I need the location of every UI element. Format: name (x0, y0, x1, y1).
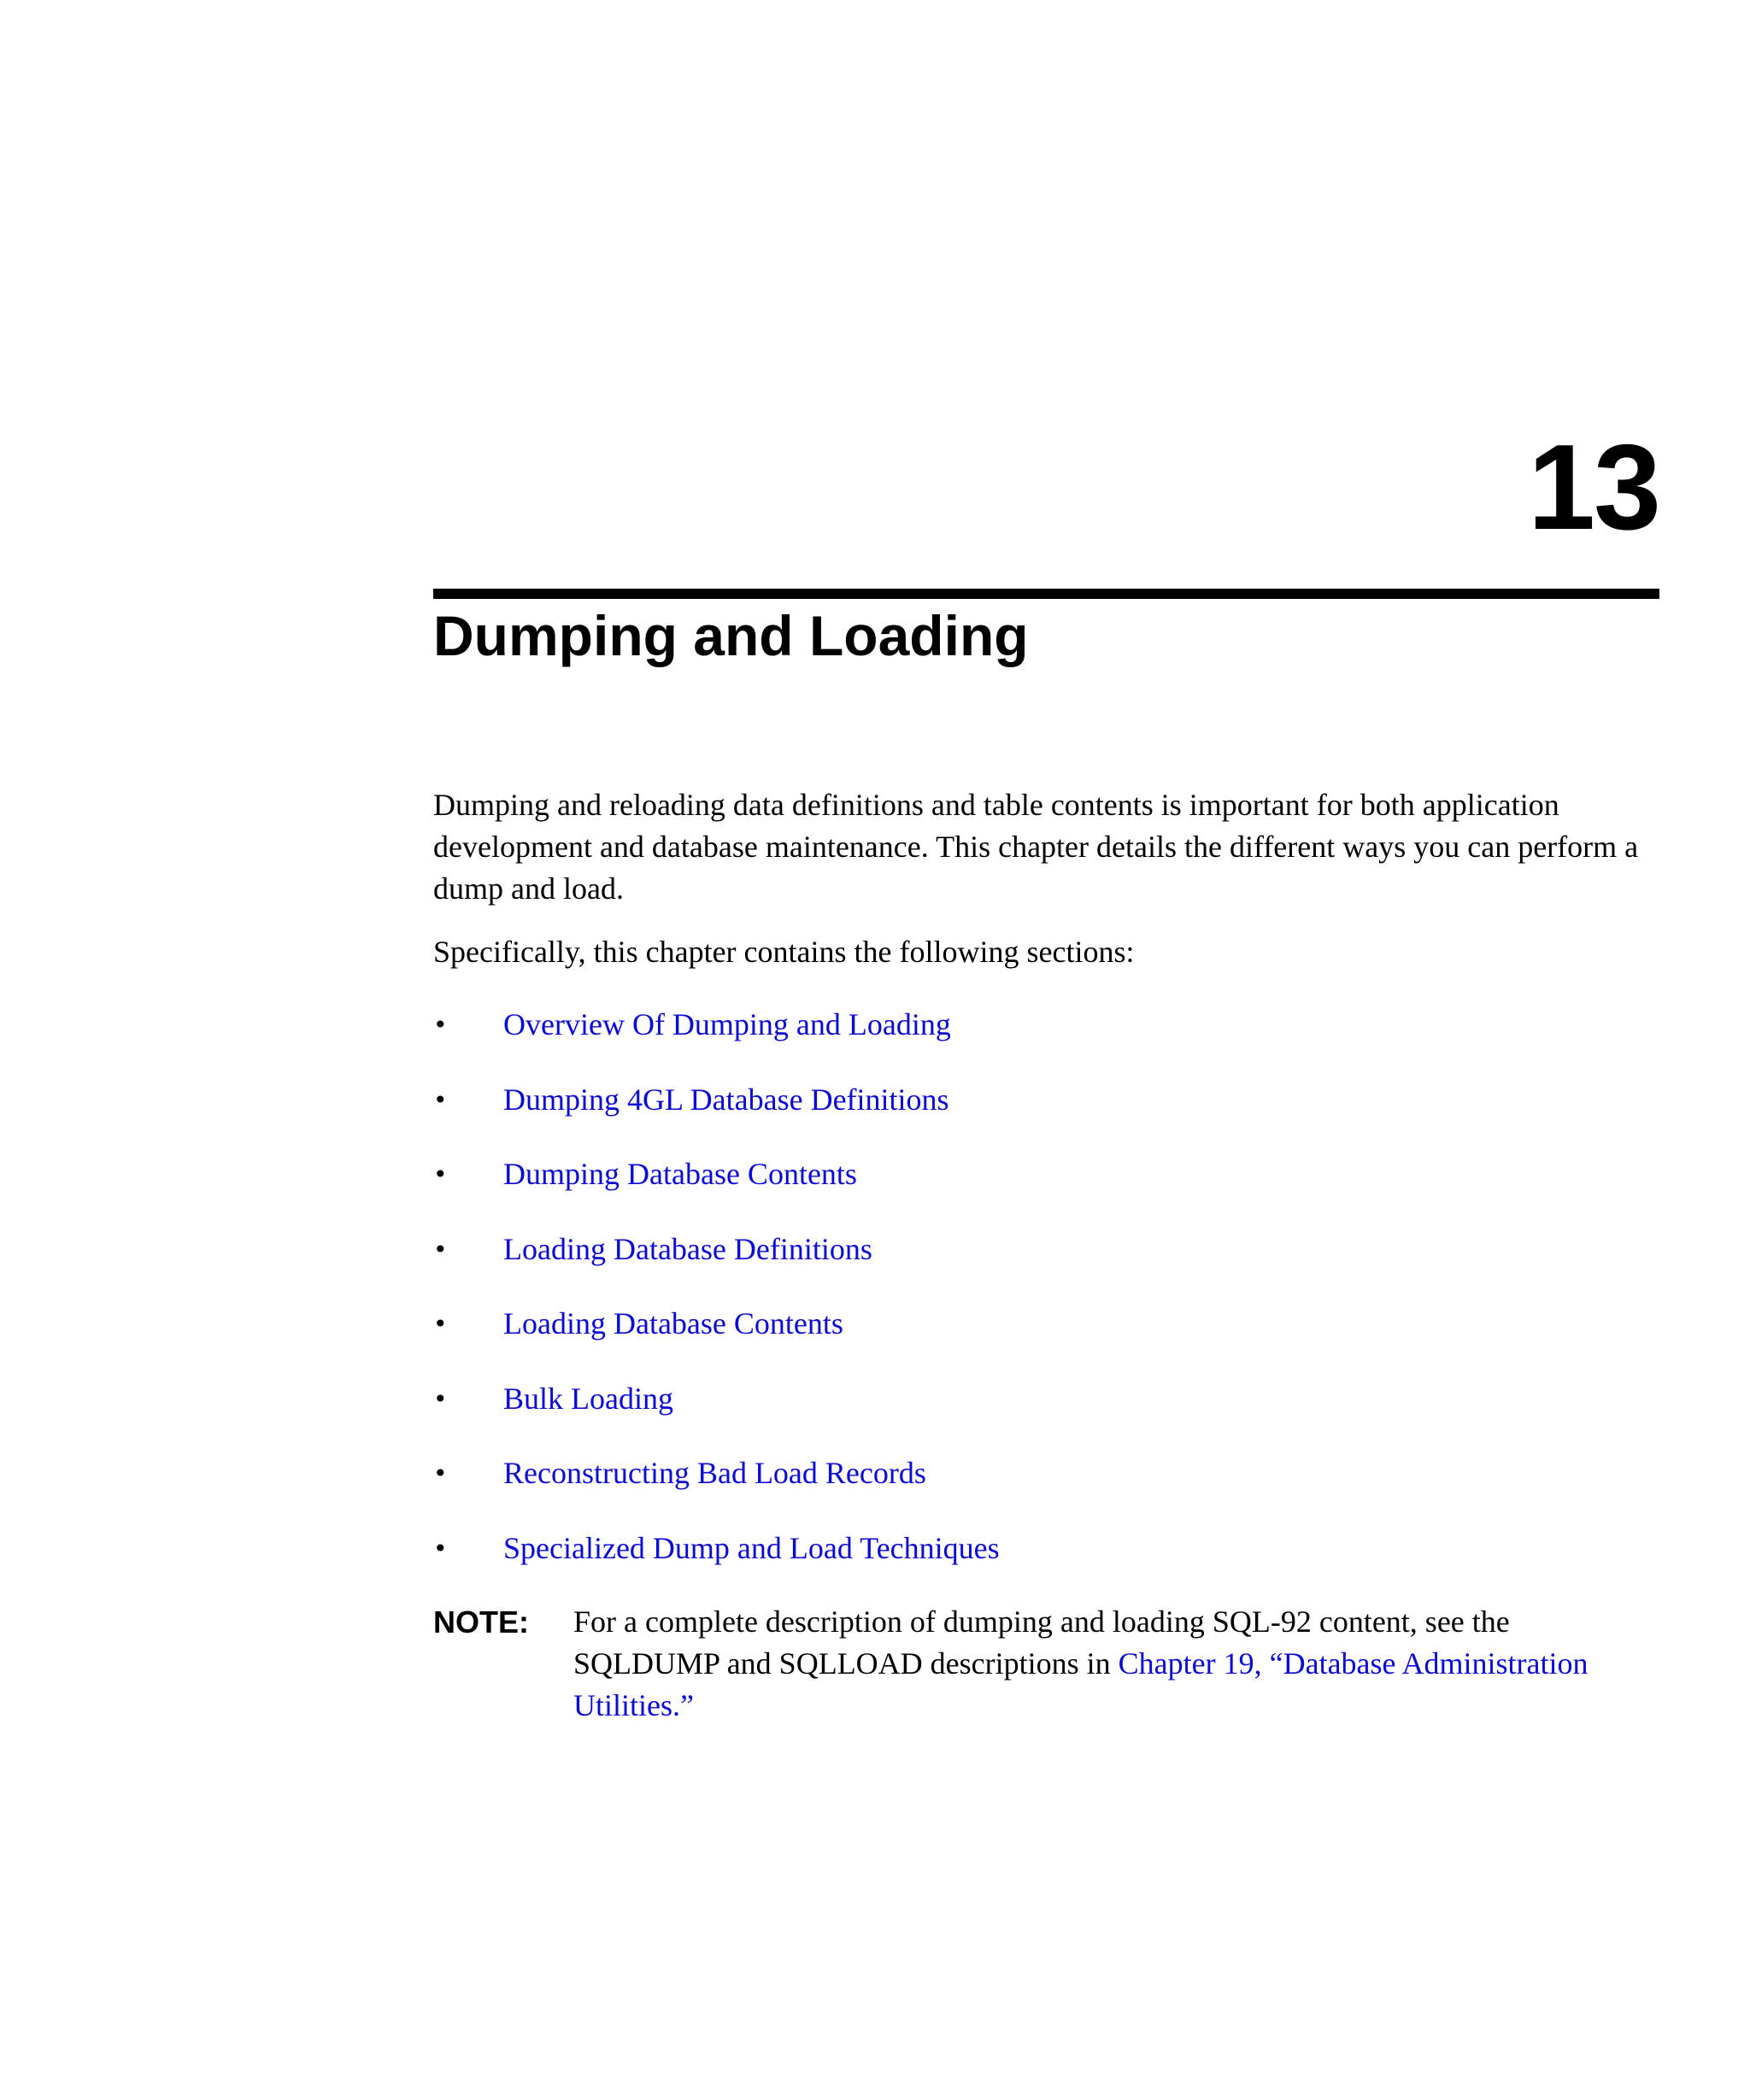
list-item (433, 1303, 1000, 1378)
section-link-specialized-techniques[interactable]: Specialized Dump and Load Techniques (503, 1530, 1000, 1565)
bullet-icon: • (433, 1310, 448, 1338)
section-list (433, 1004, 1000, 1602)
bullet-icon: • (433, 1085, 448, 1114)
section-link-bulk-loading[interactable]: Bulk Loading (503, 1381, 673, 1416)
section-link-dumping-contents[interactable]: Dumping Database Contents (503, 1157, 857, 1191)
bullet-icon: • (433, 1160, 448, 1188)
bullet-icon: • (433, 1459, 448, 1487)
bullet-icon: • (433, 1384, 448, 1413)
note-block (433, 1601, 1664, 1727)
sections-intro: Specifically, this chapter contains the following sections: (433, 935, 1135, 969)
section-link-loading-contents[interactable]: Loading Database Contents (503, 1306, 843, 1340)
chapter-divider (433, 589, 1659, 599)
list-item (433, 1229, 1000, 1304)
chapter-19-link[interactable]: Chapter 19, “Database Administration Utilities.” (573, 1646, 1589, 1722)
note-text (573, 1601, 1659, 1727)
note-body: For a complete description of dumping and loading SQL-92 content, see the SQLDUMP and SQLLOAD descriptions in (573, 1604, 1510, 1681)
bullet-icon: • (433, 1011, 448, 1039)
bullet-icon: • (433, 1235, 448, 1264)
section-link-overview[interactable]: Overview Of Dumping and Loading (503, 1007, 951, 1041)
note-label: NOTE: (433, 1604, 529, 1640)
list-item (433, 1452, 1000, 1528)
section-link-bad-load-records[interactable]: Reconstructing Bad Load Records (503, 1456, 926, 1490)
list-item (433, 1079, 1000, 1154)
section-link-dumping-definitions[interactable]: Dumping 4GL Database Definitions (503, 1082, 949, 1117)
list-item (433, 1153, 1000, 1229)
list-item (433, 1528, 1000, 1603)
section-link-loading-definitions[interactable]: Loading Database Definitions (503, 1231, 872, 1266)
chapter-title: Dumping and Loading (433, 604, 1029, 667)
list-item (433, 1378, 1000, 1453)
bullet-icon: • (433, 1534, 448, 1563)
chapter-number: 13 (1528, 419, 1659, 555)
intro-paragraph: Dumping and reloading data definitions and table contents is important for both application development and database maintenance. This chapter details the different ways you can perform a dump and load. (433, 788, 1639, 906)
list-item (433, 1004, 1000, 1079)
